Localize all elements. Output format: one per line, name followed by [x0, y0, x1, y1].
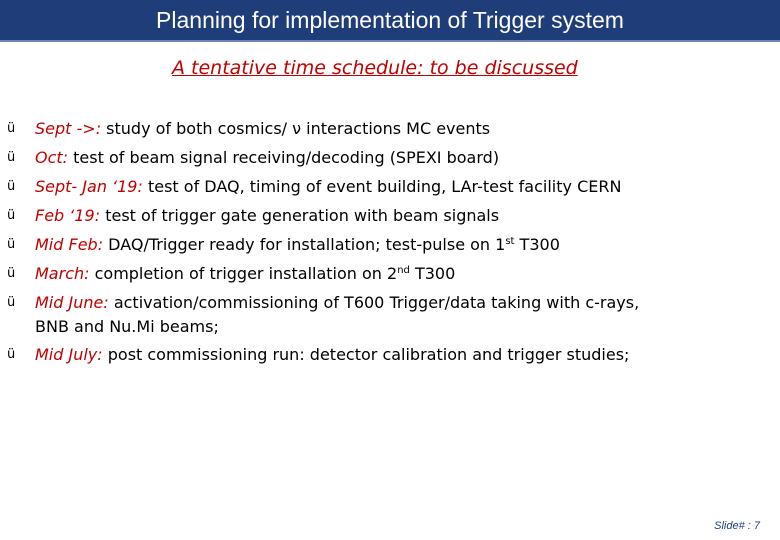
ordinal-suffix: st [505, 236, 515, 247]
title-bar [0, 0, 780, 42]
item-label: Oct: [35, 148, 69, 167]
checkmark-icon: ü [7, 237, 16, 252]
item-text: study of both cosmics/ ν interactions MC events [101, 119, 491, 138]
item-label: Sept ->: [35, 119, 102, 138]
item-label: Sept- Jan ‘19: [35, 177, 143, 196]
item-text: test of trigger gate generation with beam signals [100, 206, 500, 225]
checkmark-icon: ü [7, 208, 16, 223]
item-label: Mid Feb: [35, 235, 104, 254]
item-label: Mid July: [35, 345, 103, 364]
slide-number: Slide# : 7 [714, 520, 760, 532]
item-label: March: [35, 264, 90, 283]
item-label: Mid June: [35, 293, 109, 312]
item-text-end: T300 [514, 235, 560, 254]
ordinal-suffix: nd [397, 265, 410, 276]
item-text: completion of trigger installation on 2 [89, 264, 398, 283]
item-text-end: T300 [409, 264, 456, 283]
checkmark-icon: ü [7, 121, 16, 136]
slide-title: Planning for implementation of Trigger system [156, 7, 624, 33]
checkmark-icon: ü [7, 295, 16, 310]
checkmark-icon: ü [7, 179, 16, 194]
checkmark-icon: ü [7, 266, 16, 281]
checkmark-icon: ü [7, 150, 16, 165]
item-text: test of beam signal receiving/decoding (SPEXI board) [68, 148, 500, 167]
checkmark-icon: ü [7, 347, 16, 362]
item-text: post commissioning run: detector calibration and trigger studies; [102, 345, 630, 364]
item-label: Feb ‘19: [35, 206, 101, 225]
item-text: activation/commissioning of T600 Trigger/data taking with c-rays, [108, 293, 640, 312]
item-text: test of DAQ, timing of event building, LAr-test facility CERN [142, 177, 622, 196]
slide-subtitle: A tentative time schedule: to be discussed [172, 57, 578, 79]
item-text: DAQ/Trigger ready for installation; test-pulse on 1 [103, 235, 506, 254]
item-continuation: BNB and Nu.Mi beams; [35, 317, 219, 336]
